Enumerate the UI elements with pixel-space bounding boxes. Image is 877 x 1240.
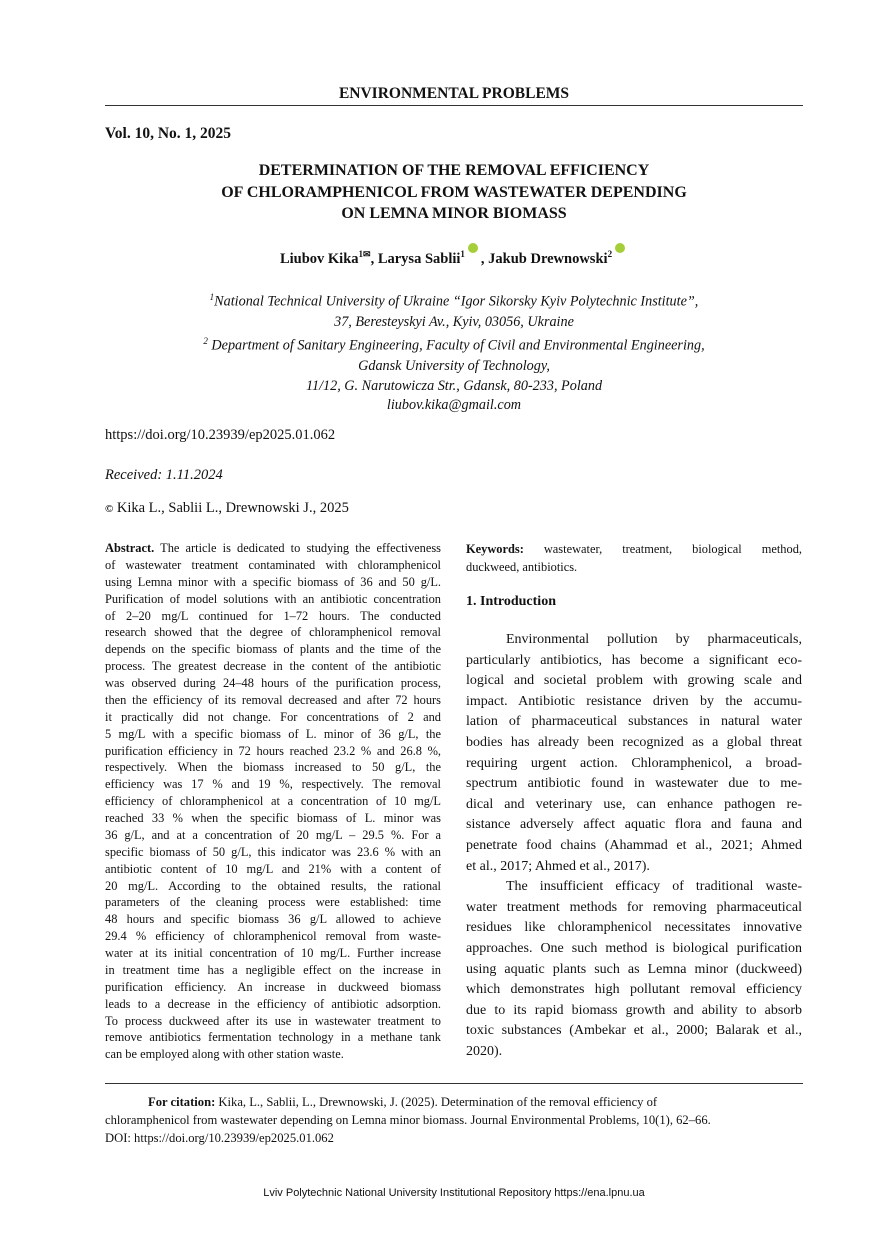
- abstract-line: water at its initial concentration of 10 mg/L. Further increase: [105, 946, 441, 960]
- paragraph-line: toxic substances (Ambekar et al., 2000; Balarak et al.,: [466, 1023, 802, 1039]
- envelope-icon[interactable]: ✉: [363, 249, 371, 259]
- paragraph-line: particularly antibiotics, has become a significant eco-: [466, 652, 802, 668]
- abstract-line: can be employed along with other station waste.: [105, 1047, 344, 1062]
- keywords: [466, 540, 802, 576]
- paper-title: [105, 160, 803, 225]
- abstract-line: using Lemna minor with a specific biomass of 36 and 50 g/L.: [105, 574, 441, 589]
- affiliation-sup: 1: [209, 292, 215, 302]
- section-heading: 1. Introduction: [466, 594, 556, 609]
- citation-doi[interactable]: DOI: https://doi.org/10.23939/ep2025.01.062: [105, 1131, 334, 1145]
- abstract-line: it practically did not change. For concentrations of 2 and: [105, 709, 441, 724]
- author-affiliation-sup: 1: [358, 249, 364, 259]
- paragraph-line: dical and veterinary use, can enhance pathogen re-: [466, 796, 802, 812]
- paragraph-line: using aquatic plants such as Lemna minor (duckweed): [466, 961, 802, 977]
- citation-divider: [105, 1083, 803, 1084]
- paragraph-line: sistance adversely affect aquatic flora and fauna and: [466, 817, 802, 833]
- abstract-text: The article is dedicated to studying the effectiveness: [154, 541, 441, 555]
- paragraph-line: impact. Antibiotic resistance driven by the accumu-: [466, 693, 802, 709]
- author-affiliation-sup: 2: [607, 249, 613, 259]
- paragraph: [466, 630, 802, 877]
- paragraph-line: 2020).: [466, 1043, 503, 1059]
- keywords-text: wastewater, treatment, biological method,: [523, 542, 802, 556]
- abstract-line: was observed during 24–48 hours of the purification process,: [105, 676, 441, 690]
- abstract-label: Abstract.: [105, 541, 155, 555]
- abstract-line: To process duckweed after its use in wastewater treatment to: [105, 1013, 441, 1028]
- paragraph-line: requiring urgent action. Chloramphenicol, a broad-: [466, 755, 802, 771]
- author-affiliation-sup: 1: [460, 249, 465, 259]
- abstract-line: Purification of model solutions with an antibiotic concentration: [105, 591, 441, 606]
- paragraph-line: approaches. One such method is biological purification: [466, 940, 802, 956]
- abstract: [105, 540, 441, 1063]
- citation-block: [105, 1093, 803, 1147]
- abstract-line: efficiency was 17 % and 19 %, respectively. The removal: [105, 777, 441, 792]
- abstract-line: of 2–20 mg/L continued for 1–72 hours. The conducted: [105, 608, 441, 623]
- paragraph-line: spectrum antibiotic found in wastewater due to me-: [466, 776, 802, 792]
- author-name: Larysa Sablii: [377, 250, 461, 267]
- abstract-line: 20 mg/L. According to the obtained results, the rational: [105, 878, 441, 893]
- affiliation-2-university: Gdansk University of Technology,: [358, 357, 550, 374]
- introduction-body: [466, 630, 802, 1062]
- repository-footer: Lviv Polytechnic National University Institutional Repository https://ena.lpnu.ua: [263, 1187, 645, 1199]
- abstract-line: efficiency of chloramphenicol at a concentration of 10 mg/L: [105, 794, 441, 809]
- affiliation-2-address: 11/12, G. Narutowicza Str., Gdansk, 80-233, Poland: [305, 377, 603, 394]
- paragraph-line: logical and societal problem with growing scale and: [466, 673, 802, 689]
- abstract-line: research showed that the degree of chloramphenicol removal: [105, 625, 441, 640]
- paragraph-line: penetrate food chains (Ahammad et al., 2021; Ahmed: [466, 837, 802, 853]
- author-name: Liubov Kika: [279, 250, 359, 267]
- abstract-line: 36 g/L, and at a concentration of 20 mg/L – 29.5 %. For a: [105, 827, 441, 842]
- abstract-line: 5 mg/L with a specific biomass of L. minor of 36 g/L, the: [105, 726, 441, 741]
- title-line: ON LEMNA MINOR BIOMASS: [341, 205, 567, 222]
- abstract-line: 48 hours and specific biomass 36 g/L allowed to achieve: [105, 912, 441, 927]
- title-line: OF CHLORAMPHENICOL FROM WASTEWATER DEPENDING: [221, 183, 687, 201]
- keywords-label: Keywords:: [466, 542, 524, 556]
- affiliation-2: Department of Sanitary Engineering, Faculty of Civil and Environmental Engineering,: [207, 338, 705, 355]
- abstract-line: antibiotic content of 10 mg/L and 21% with a content of: [105, 861, 441, 876]
- affiliation-sup: 2: [203, 336, 208, 347]
- citation-label: For citation:: [148, 1095, 216, 1109]
- affiliations: [105, 288, 803, 416]
- paragraph-line: due to its rapid biomass growth and ability to absorb: [466, 1002, 802, 1018]
- affiliation-1-address: 37, Beresteyskyi Av., Kyiv, 03056, Ukraine: [334, 313, 574, 330]
- doi-link[interactable]: https://doi.org/10.23939/ep2025.01.062: [105, 427, 336, 443]
- abstract-line: leads to a decrease in the efficiency of antibiotic adsorption.: [105, 996, 441, 1011]
- paragraph: [466, 877, 802, 1062]
- paragraph-line: which demonstrates high pollutant removal efficiency: [466, 982, 802, 998]
- paragraph-line: lation of pharmaceutical substances in natural water: [466, 714, 802, 730]
- received-date: Received: 1.11.2024: [105, 467, 223, 483]
- paragraph-line: water treatment methods for removing pharmaceutical: [466, 899, 802, 915]
- abstract-line: in treatment time has a negligible effect on the increase in: [105, 962, 441, 977]
- abstract-line: purification efficiency. An increase in duckweed biomass: [105, 979, 441, 994]
- affiliation-1: National Technical University of Ukraine “Igor Sikorsky Kyiv Polytechnic Institute”,: [214, 293, 699, 310]
- abstract-line: specific biomass of 50 g/L, this indicator was 23.6 % with an: [105, 844, 441, 859]
- paragraph-line: Environmental pollution by pharmaceuticals,: [506, 632, 802, 647]
- abstract-line: purification efficiency in 72 hours reached 23.2 % and 26.8 %,: [105, 743, 441, 758]
- volume-info: Vol. 10, No. 1, 2025: [105, 125, 232, 142]
- orcid-icon[interactable]: [468, 243, 478, 253]
- abstract-line: reached 33 % when the specific biomass of L. minor was: [105, 811, 441, 825]
- abstract-line: then the efficiency of its removal decreased and after 72 hours: [105, 692, 441, 707]
- abstract-line: remove antibiotics fermentation technology in a methane tank: [105, 1030, 441, 1045]
- citation-text: chloramphenicol from wastewater depending on Lemna minor biomass. Journal Environmental Problems, 10(1), 62–66.: [105, 1113, 711, 1127]
- abstract-line: depends on the specific biomass of plants and the time of the: [105, 642, 441, 657]
- paragraph-line: et al., 2017; Ahmed et al., 2017).: [466, 858, 650, 874]
- header-divider: [105, 105, 803, 106]
- author-list: Liubov Kika$^1$✉, Larysa Sablii$^1$ , Jakub Drewnowski$^2$: [105, 249, 803, 268]
- abstract-line: parameters of the cleaning process were established: time: [105, 895, 441, 910]
- copyright-icon: ©: [105, 503, 114, 515]
- paragraph-line: bodies has already been recognized as a global threat: [466, 734, 802, 750]
- title-line: DETERMINATION OF THE REMOVAL EFFICIENCY: [258, 162, 650, 179]
- abstract-line: respectively. When the biomass increased to 50 g/L, the: [105, 760, 441, 775]
- copyright-text: Kika L., Sablii L., Drewnowski J., 2025: [113, 500, 349, 516]
- journal-name: ENVIRONMENTAL PROBLEMS: [338, 85, 570, 102]
- author-name: Jakub Drewnowski: [488, 250, 608, 267]
- orcid-icon[interactable]: [615, 243, 625, 253]
- corresponding-email[interactable]: liubov.kika@gmail.com: [386, 397, 522, 414]
- citation-text: Kika, L., Sablii, L., Drewnowski, J. (2025). Determination of the removal efficiency of: [215, 1095, 658, 1109]
- paragraph-line: residues like chloramphenicol necessitates innovative: [466, 920, 802, 936]
- paragraph-line: The insufficient efficacy of traditional waste-: [506, 879, 802, 895]
- abstract-line: process. The greatest decrease in the content of the antibiotic: [105, 659, 441, 674]
- abstract-line: of wastewater treatment contaminated with chloramphenicol: [105, 557, 441, 572]
- keywords-text: duckweed, antibiotics.: [466, 560, 578, 574]
- abstract-line: [105, 540, 441, 557]
- copyright: [105, 500, 349, 517]
- abstract-line: 29.4 % efficiency of chloramphenicol removal from waste-: [105, 929, 441, 944]
